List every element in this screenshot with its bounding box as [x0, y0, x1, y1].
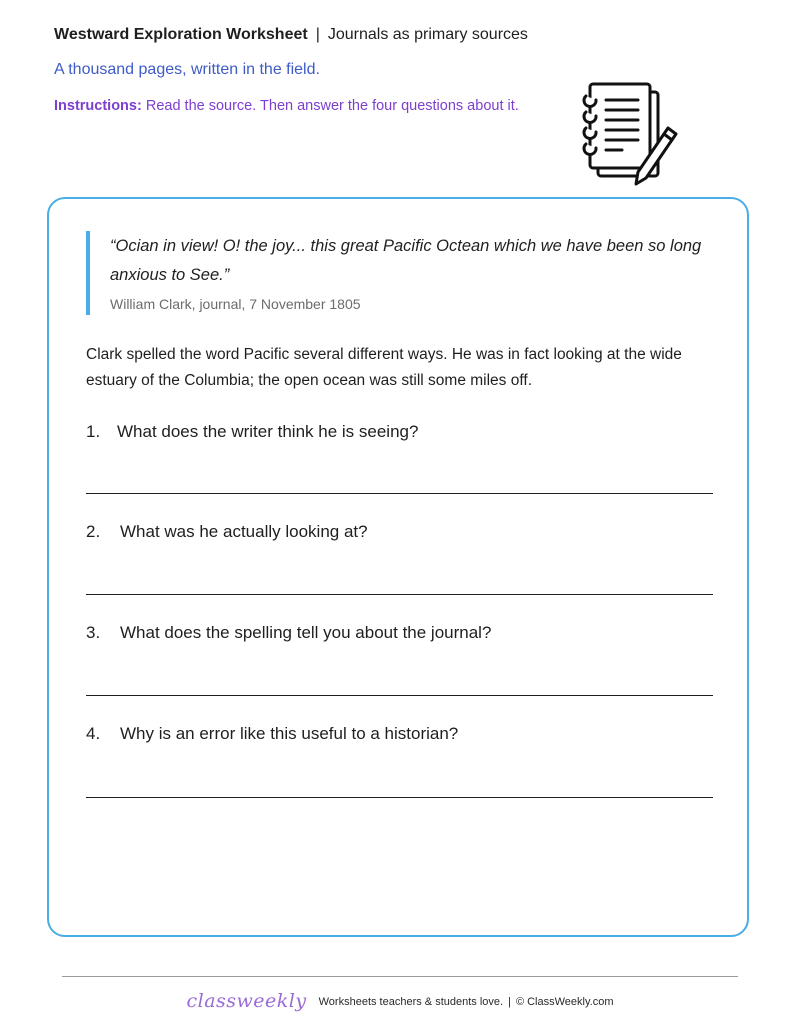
instructions-label: Instructions:	[54, 98, 142, 114]
instructions	[54, 98, 519, 114]
question-text: What does the writer think he is seeing?	[117, 422, 419, 441]
footer-divider	[62, 976, 738, 977]
quote-text: “Ocian in view! O! the joy... this great Pacific Octean which we have been so long anxious to See.”	[110, 237, 702, 284]
question-number: 1.	[86, 422, 101, 441]
question-number: 3.	[86, 623, 101, 642]
quote-citation: William Clark, journal, 7 November 1805	[110, 296, 361, 312]
answer-line-3[interactable]	[86, 695, 713, 696]
footer-tagline: Worksheets teachers & students love.	[318, 996, 504, 1008]
answer-line-2[interactable]	[86, 594, 713, 595]
worksheet-topic: Journals as primary sources	[327, 26, 528, 43]
worksheet-title: Westward Exploration Worksheet	[54, 26, 308, 43]
answer-line-4[interactable]	[86, 797, 713, 798]
question-text: What does the spelling tell you about the journal?	[120, 623, 492, 642]
header-separator: |	[315, 26, 320, 43]
question-number: 4.	[86, 724, 101, 743]
source-quote	[86, 231, 726, 315]
question-4	[86, 724, 458, 744]
worksheet-header	[54, 26, 528, 44]
context-paragraph: Clark spelled the word Pacific several different ways. He was in fact looking at the wide estuary of the Columbia; the open ocean was still some miles off.	[86, 346, 682, 389]
footer-separator: |	[508, 996, 511, 1008]
instructions-text: Read the source. Then answer the four questions about it.	[145, 98, 519, 114]
footer	[0, 990, 800, 1012]
question-3	[86, 623, 491, 643]
answer-line-1[interactable]	[86, 493, 713, 494]
question-number: 2.	[86, 522, 101, 541]
question-text: What was he actually looking at?	[120, 522, 368, 541]
journal-with-pencil-icon	[580, 80, 684, 192]
worksheet-subtitle: A thousand pages, written in the field.	[54, 61, 320, 78]
brand-logo: classweekly	[186, 990, 307, 1012]
question-2	[86, 522, 368, 542]
question-1	[86, 422, 418, 442]
footer-copyright: © ClassWeekly.com	[515, 996, 614, 1008]
question-text: Why is an error like this useful to a historian?	[120, 724, 459, 743]
